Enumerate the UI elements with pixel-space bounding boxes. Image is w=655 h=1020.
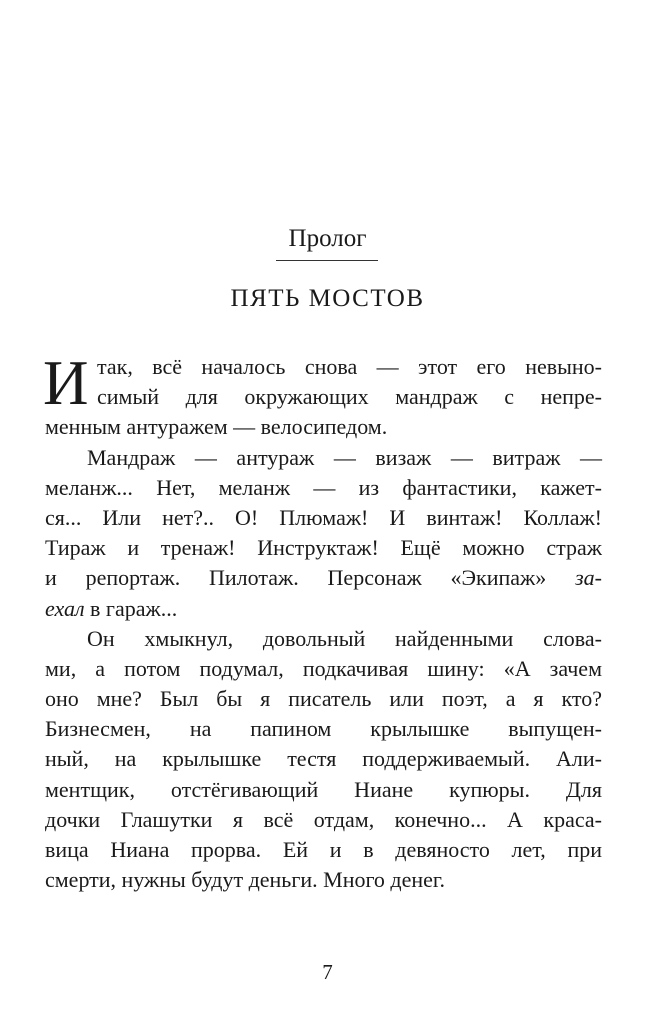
text-line: Тираж и тренаж! Инструктаж! Ещё можно страж — [45, 535, 602, 561]
text-line: вица Ниана прорва. Ей и в девяносто лет, при — [45, 837, 602, 862]
text-line-segment: ехал в гараж... — [45, 595, 178, 621]
text-line — [45, 594, 602, 624]
chapter-label: Пролог — [288, 225, 367, 252]
text-line: симый для окружающих мандраж с непре- — [97, 384, 602, 410]
text-line: Он хмыкнул, довольный найденными слова- — [87, 625, 602, 651]
chapter-title: ПЯТЬ МОСТОВ — [230, 285, 425, 312]
text-line: так, всё началось снова — этот его невыно- — [97, 354, 602, 379]
drop-cap: И — [43, 348, 89, 418]
page-number: 7 — [322, 960, 333, 984]
text-line: менным антуражем — велосипедом. — [45, 414, 388, 440]
text-line: смерти, нужны будут деньги. Много денег. — [45, 867, 445, 893]
text-line: ментщик, отстёгивающий Ниане купюры. Для — [45, 776, 602, 802]
text-line: меланж... Нет, меланж — из фантастики, кажет- — [45, 474, 602, 500]
text-line: ми, а потом подумал, подкачивая шину: «А зачем — [45, 655, 602, 681]
body-text — [43, 348, 602, 895]
text-line: Бизнесмен, на папином крылышке выпущен- — [45, 716, 602, 742]
chapter-divider — [276, 260, 378, 261]
text-line-segment: и репортаж. Пилотаж. Персонаж «Экипаж» за- — [45, 565, 602, 591]
text-line: ся... Или нет?.. О! Плюмаж! И винтаж! Коллаж! — [45, 504, 602, 530]
text-line: оно мне? Был бы я писатель или поэт, а я кто? — [45, 686, 602, 712]
text-line: ный, на крылышке тестя поддерживаемый. Али- — [45, 746, 602, 772]
text-line-with-italic — [45, 563, 602, 593]
text-line: дочки Глашутки я всё отдам, конечно... А краса- — [45, 806, 602, 832]
text-line: Мандраж — антураж — визаж — витраж — — [87, 444, 602, 470]
